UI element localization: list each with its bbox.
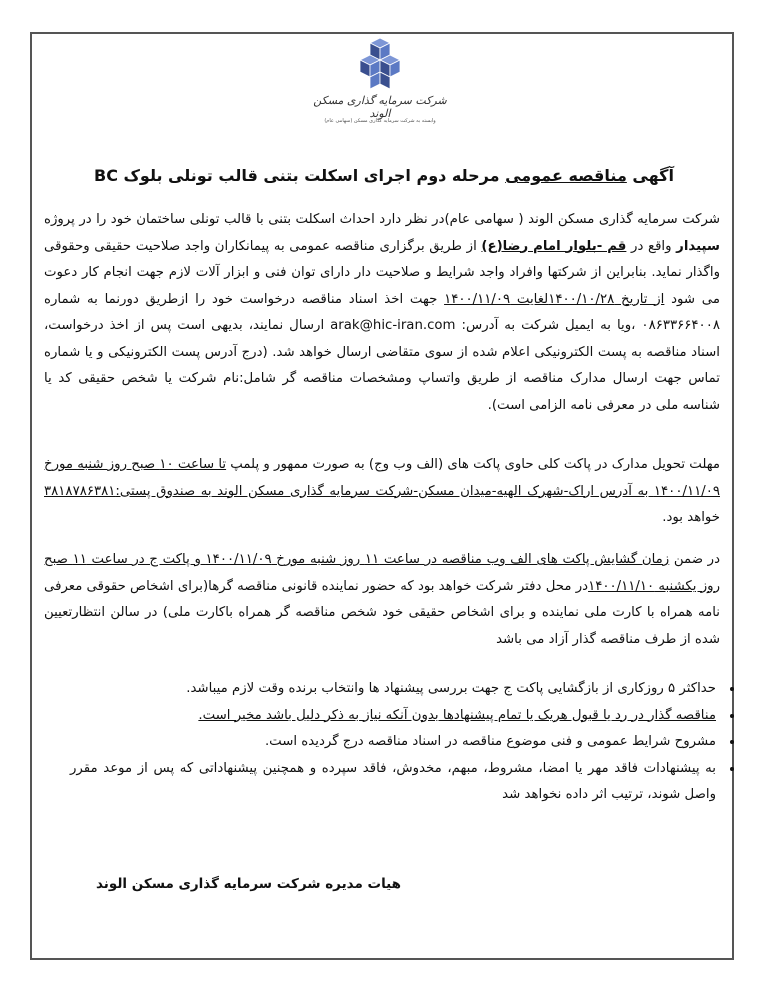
opening-time: زمان گشایش پاکت های الف وب مناقصه در ساعت ۱۱ روز شنبه مورخ ۱۴۰۰/۱۱/۰۹ و پاکت ج در ساعت ۱۱ صبح روز یکشنبه ۱۴۰۰/۱۱/۱۰ <box>44 552 720 594</box>
deadline-details: تا ساعت ۱۰ صبح روز شنبه مورخ ۱۴۰۰/۱۱/۰۹ به آدرس اراک-شهرک الهیه-میدان مسکن-شرکت سرمایه گذاری مسکن الوند به صندوق پستی:۳۸۱۸۷۸۶۳۸۱ <box>44 457 720 499</box>
list-item: • حداکثر ۵ روزکاری از بازگشایی پاکت ج جهت بررسی پیشنهاد ها وانتخاب برنده وقت لازم میباشد. <box>70 676 720 703</box>
page-title <box>48 166 720 185</box>
signature: هیات مدیره شرکت سرمایه گذاری مسکن الوند <box>96 876 402 892</box>
cubes-logo-icon <box>350 36 410 96</box>
company-logo-name: شرکت سرمایه گذاری مسکن الوند <box>313 94 447 120</box>
title-prefix: آگهی <box>626 166 674 185</box>
list-item: • مناقصه گذار در رد یا قبول هریک یا تمام پیشنهادها بدون آنکه نیاز به ذکر دلیل باشد مخیر است. <box>70 703 720 730</box>
project-location: قم -بلوار امام رضا(ع) <box>481 238 627 254</box>
announcement-paragraph <box>44 207 720 419</box>
para2-text-1: مهلت تحویل مدارک در پاکت کلی حاوی پاکت های (الف وب وج) به صورت ممهور و پلمپ <box>226 457 721 472</box>
para1-text-2: واقع در <box>626 238 677 254</box>
list-item: • مشروح شرایط عمومی و فنی موضوع مناقصه در اسناد مناقصه درج گردیده است. <box>70 729 720 756</box>
title-underlined: مناقصه عمومی <box>505 166 627 185</box>
para2-text-2: خواهد بود. <box>662 510 720 525</box>
para3-text-2: در محل دفتر شرکت خواهد بود که حضور نماینده قانونی مناقصه گرها(برای اشخاص حقوقی معرفی نامه همراه با کارت ملی نماینده و برای اشخاص حقیقی خود شخص مناقصه گر همراه باکارت ملی) در سالن انتظارتعیین شده از طرف مناقصه گذار آزاد می باشد <box>44 578 720 647</box>
para3-text-1: در ضمن <box>669 552 720 567</box>
company-logo-subtitle: وابسته به شرکت سرمایه گذاری مسکن (سهامی عام) <box>324 118 436 124</box>
title-rest: مرحله دوم اجرای اسکلت بتنی قالب تونلی بلوک BC <box>94 166 506 185</box>
opening-paragraph <box>44 547 720 653</box>
para1-text-3: از طریق برگزاری مناقصه عمومی به پیمانکاران واجد صلاحیت حقیقی وحقوقی واگذار نماید. بنابراین از شرکتها وافراد واجد شرایط و صلاحیت دار دارای توان فنی و ابزار آلات لازم جهت انجام کار دعوت می شود <box>44 238 720 307</box>
conditions-list <box>70 676 742 809</box>
list-item: • به پیشنهادات فاقد مهر یا امضا، مشروط، مبهم، مخدوش، فاقد سپرده و همچنین پیشنهاداتی که پس از موعد مقرر واصل شوند، ترتیب اثر داده نخواهد شد <box>70 756 720 809</box>
para1-text-1: شرکت سرمایه گذاری مسکن الوند ( سهامی عام)در نظر دارد احداث اسکلت بتنی با قالب تونلی ساختمان خود را در پروژه <box>44 212 720 227</box>
deadline-paragraph <box>44 452 720 532</box>
document-dates: از تاریخ ۱۴۰۰/۱۰/۲۸لغایت ۱۴۰۰/۱۱/۰۹ <box>444 291 665 307</box>
para1-text-4: جهت اخذ اسناد مناقصه درخواست خود را ازطریق دورنما به شماره ۰۸۶۳۳۶۶۴۰۰۸ ،ویا به ایمیل شرکت به آدرس: arak@hic-iran.com ارسال نمایند، بدیهی است پس از اخذ درخواست، اسناد مناقصه به پست الکترونیکی اعلام شده از سوی متقاضی ارسال خواهد شد. (درج آدرس پست الکترونیکی و یا شماره تماس جهت ارسال مدارک مناقصه از طریق واتساپ ومشخصات مناقصه گر شامل:نام شرکت یا شخص حقیقی کد یا شناسه ملی در معرفی نامه الزامی است). <box>44 291 720 413</box>
project-name: سپیدار <box>676 238 720 254</box>
